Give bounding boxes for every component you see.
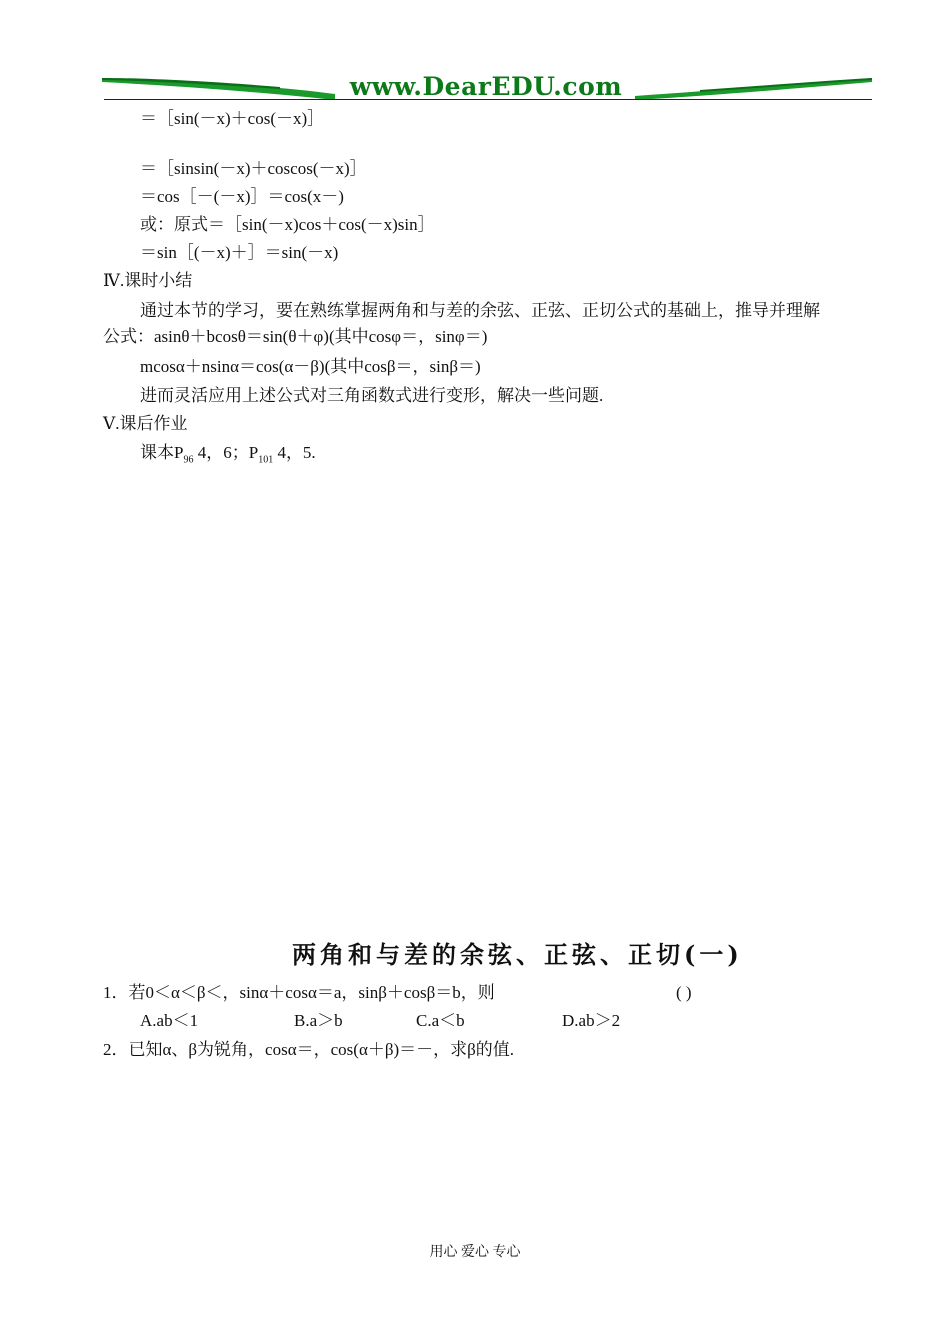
option-d: D.ab＞2 (562, 1011, 621, 1030)
question-2: 2．已知α、β为锐角，cosα＝，cos(α＋β)＝－，求β的值. (103, 1040, 515, 1059)
formula-line-2: mcosα＋nsinα＝cos(α－β)(其中cosβ＝，sinβ＝) (140, 357, 481, 376)
homework-prefix: 课本P (140, 443, 184, 462)
option-b: B.a＞b (294, 1011, 343, 1030)
header-rule (104, 99, 872, 100)
question-1: 1．若0＜α＜β＜，sinα＋cosα＝a，sinβ＋cosβ＝b，则 (103, 983, 495, 1002)
option-c: C.a＜b (416, 1011, 465, 1030)
equation-line-3: ＝cos［－(－x)］＝cos(x－) (140, 187, 344, 206)
homework-suffix: 4，5. (277, 443, 316, 462)
equation-line-5: ＝sin［(－x)＋］＝sin(－x) (140, 243, 339, 262)
summary-conclusion: 进而灵活应用上述公式对三角函数式进行变形，解决一些问题. (140, 386, 604, 405)
formula-line-1: 公式：asinθ＋bcosθ＝sin(θ＋φ)(其中cosφ＝，sinφ＝) (103, 327, 488, 346)
summary-paragraph: 通过本节的学习，要在熟练掌握两角和与差的余弦、正弦、正切公式的基础上，推导并理解 (140, 301, 820, 320)
equation-line-4: 或：原式＝［sin(－x)cos＋cos(－x)sin］ (140, 215, 435, 234)
equation-line-2: ＝［sinsin(－x)＋coscos(－x)］ (140, 159, 367, 178)
page-header (100, 70, 875, 106)
option-a: A.ab＜1 (140, 1011, 199, 1030)
section-heading-summary: Ⅳ.课时小结 (103, 271, 193, 290)
homework-page-sub-1: 96 (183, 454, 194, 466)
question-1-answer-bracket: ( ) (676, 983, 692, 1002)
page-footer: 用心 爱心 专心 (429, 1245, 521, 1260)
equation-line-1: ＝［sin(－x)＋cos(－x)］ (140, 109, 325, 128)
homework-page-sub-2: 101 (258, 454, 274, 466)
site-logo-text: www.DearEDU.com (349, 72, 623, 101)
exercise-title: 两角和与差的余弦、正弦、正切(一) (292, 940, 743, 969)
homework-mid: 4，6；P (197, 443, 259, 462)
section-heading-homework: Ⅴ.课后作业 (103, 414, 188, 433)
homework-line (140, 442, 316, 471)
